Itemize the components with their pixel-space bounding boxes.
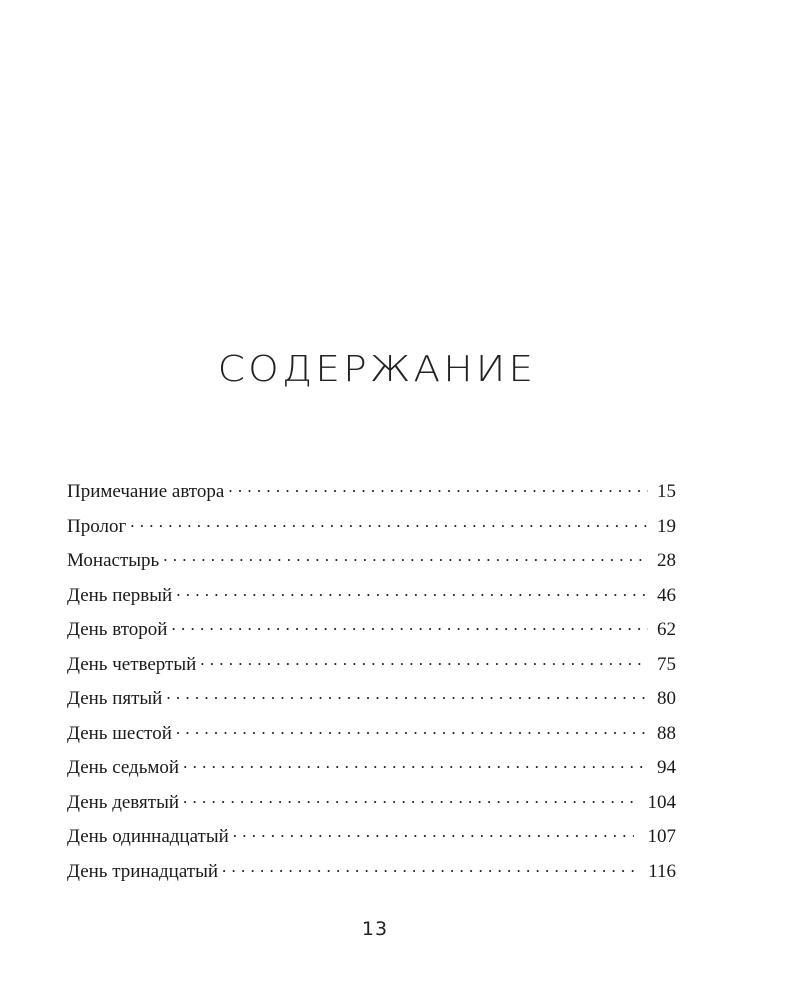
dot-leader xyxy=(176,720,648,739)
toc-entry xyxy=(67,754,676,789)
toc-entry-page: 104 xyxy=(647,791,676,813)
toc-entry xyxy=(67,720,676,755)
toc-entry-title: День шестой xyxy=(67,722,172,744)
page-number: 13 xyxy=(361,918,389,940)
toc-entry-page: 88 xyxy=(657,722,676,744)
toc-entry-page: 46 xyxy=(657,584,676,606)
toc-entry xyxy=(67,789,676,824)
toc-entry xyxy=(67,547,676,582)
dot-leader xyxy=(130,513,648,532)
toc-entry-title: День первый xyxy=(67,584,173,606)
toc-entry-title: День второй xyxy=(67,619,168,640)
toc-entry xyxy=(67,823,676,858)
dot-leader xyxy=(163,547,648,566)
toc-entry-page: 62 xyxy=(657,619,676,640)
toc-entry xyxy=(67,582,676,617)
dot-leader xyxy=(171,616,648,635)
dot-leader xyxy=(183,754,648,773)
table-of-contents xyxy=(67,478,676,892)
toc-entry-page: 19 xyxy=(657,515,676,537)
toc-entry xyxy=(67,513,676,548)
dot-leader xyxy=(176,582,648,601)
toc-entry-page: 15 xyxy=(657,481,676,502)
toc-entry-page: 28 xyxy=(657,550,676,571)
page-title: СОДЕРЖАНИЕ xyxy=(217,349,537,390)
toc-entry xyxy=(67,616,676,651)
toc-entry xyxy=(67,685,676,720)
toc-entry-title: День девятый xyxy=(67,791,180,813)
toc-entry-title: День одиннадцатый xyxy=(67,826,229,847)
toc-entry-title: День седьмой xyxy=(67,757,180,778)
dot-leader xyxy=(228,478,648,497)
dot-leader xyxy=(166,685,648,704)
toc-entry-page: 75 xyxy=(657,653,676,675)
dot-leader xyxy=(222,858,634,877)
toc-entry xyxy=(67,651,676,686)
toc-entry-title: Примечание автора xyxy=(67,481,225,502)
toc-entry-title: Пролог xyxy=(67,515,127,537)
dot-leader xyxy=(233,823,634,842)
toc-entry-page: 116 xyxy=(648,860,676,882)
toc-entry-page: 94 xyxy=(657,757,676,778)
dot-leader xyxy=(200,651,648,670)
toc-entry-title: День пятый xyxy=(67,688,163,709)
toc-entry-title: День тринадцатый xyxy=(67,860,219,882)
dot-leader xyxy=(183,789,633,808)
toc-entry-title: День четвертый xyxy=(67,653,197,675)
toc-entry-page: 80 xyxy=(657,688,676,709)
toc-entry-page: 107 xyxy=(647,826,676,847)
toc-entry-title: Монастырь xyxy=(67,550,160,571)
toc-entry xyxy=(67,478,676,513)
toc-entry xyxy=(67,858,676,893)
